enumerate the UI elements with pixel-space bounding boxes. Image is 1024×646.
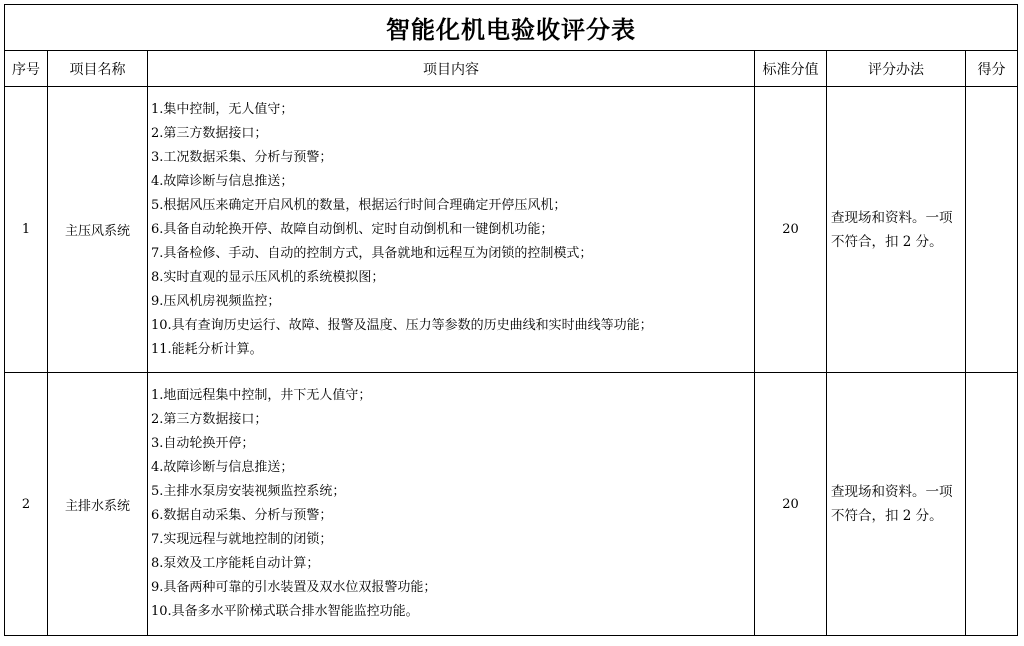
content-item: 1.集中控制，无人值守； <box>151 101 294 117</box>
row-standard-score: 20 <box>755 87 827 373</box>
content-item: 10.具备多水平阶梯式联合排水智能监控功能。 <box>151 604 419 619</box>
table-title: 智能化机电验收评分表 <box>5 5 1018 51</box>
header-content: 项目内容 <box>148 51 755 87</box>
table-row <box>5 373 1018 636</box>
score-sheet <box>4 4 1018 636</box>
row-standard-score: 20 <box>755 373 827 636</box>
row-name: 主排水系统 <box>48 373 148 636</box>
content-item: 6.数据自动采集、分析与预警； <box>151 508 333 523</box>
row-name: 主压风系统 <box>48 87 148 373</box>
row-seq: 2 <box>5 373 48 636</box>
content-item: 7.实现远程与就地控制的闭锁； <box>151 532 333 547</box>
content-item: 11.能耗分析计算。 <box>151 341 263 357</box>
row-seq: 1 <box>5 87 48 373</box>
table-row <box>5 87 1018 373</box>
row-score[interactable] <box>966 87 1018 373</box>
row-content <box>148 373 755 636</box>
content-item: 7.具备检修、手动、自动的控制方式，具备就地和远程互为闭锁的控制模式； <box>151 245 593 261</box>
content-item: 5.主排水泵房安装视频监控系统； <box>151 484 346 499</box>
row-content <box>148 87 755 373</box>
acceptance-table <box>4 4 1018 636</box>
header-row <box>5 51 1018 87</box>
content-item: 3.工况数据采集、分析与预警； <box>151 149 333 165</box>
content-item: 10.具有查询历史运行、故障、报警及温度、压力等参数的历史曲线和实时曲线等功能； <box>151 317 653 333</box>
header-seq: 序号 <box>5 51 48 87</box>
row-score[interactable] <box>966 373 1018 636</box>
content-item: 2.第三方数据接口； <box>151 125 268 141</box>
content-item: 2.第三方数据接口； <box>151 412 268 427</box>
title-row <box>5 5 1018 51</box>
content-item: 9.具备两种可靠的引水装置及双水位双报警功能； <box>151 580 437 595</box>
content-item: 9.压风机房视频监控； <box>151 293 281 309</box>
content-item: 4.故障诊断与信息推送； <box>151 460 294 475</box>
header-name: 项目名称 <box>48 51 148 87</box>
content-item: 1.地面远程集中控制，井下无人值守； <box>151 388 372 403</box>
content-item: 6.具备自动轮换开停、故障自动倒机、定时自动倒机和一键倒机功能； <box>151 221 554 237</box>
content-item: 3.自动轮换开停； <box>151 436 255 451</box>
header-standard: 标准分值 <box>755 51 827 87</box>
content-item: 4.故障诊断与信息推送； <box>151 173 294 189</box>
row-method: 查现场和资料。一项不符合，扣 2 分。 <box>827 87 966 373</box>
header-score: 得分 <box>966 51 1018 87</box>
content-item: 5.根据风压来确定开启风机的数量，根据运行时间合理确定开停压风机； <box>151 197 567 213</box>
content-item: 8.实时直观的显示压风机的系统模拟图； <box>151 269 385 285</box>
row-method: 查现场和资料。一项不符合，扣 2 分。 <box>827 373 966 636</box>
content-item: 8.泵效及工序能耗自动计算； <box>151 556 320 571</box>
header-method: 评分办法 <box>827 51 966 87</box>
